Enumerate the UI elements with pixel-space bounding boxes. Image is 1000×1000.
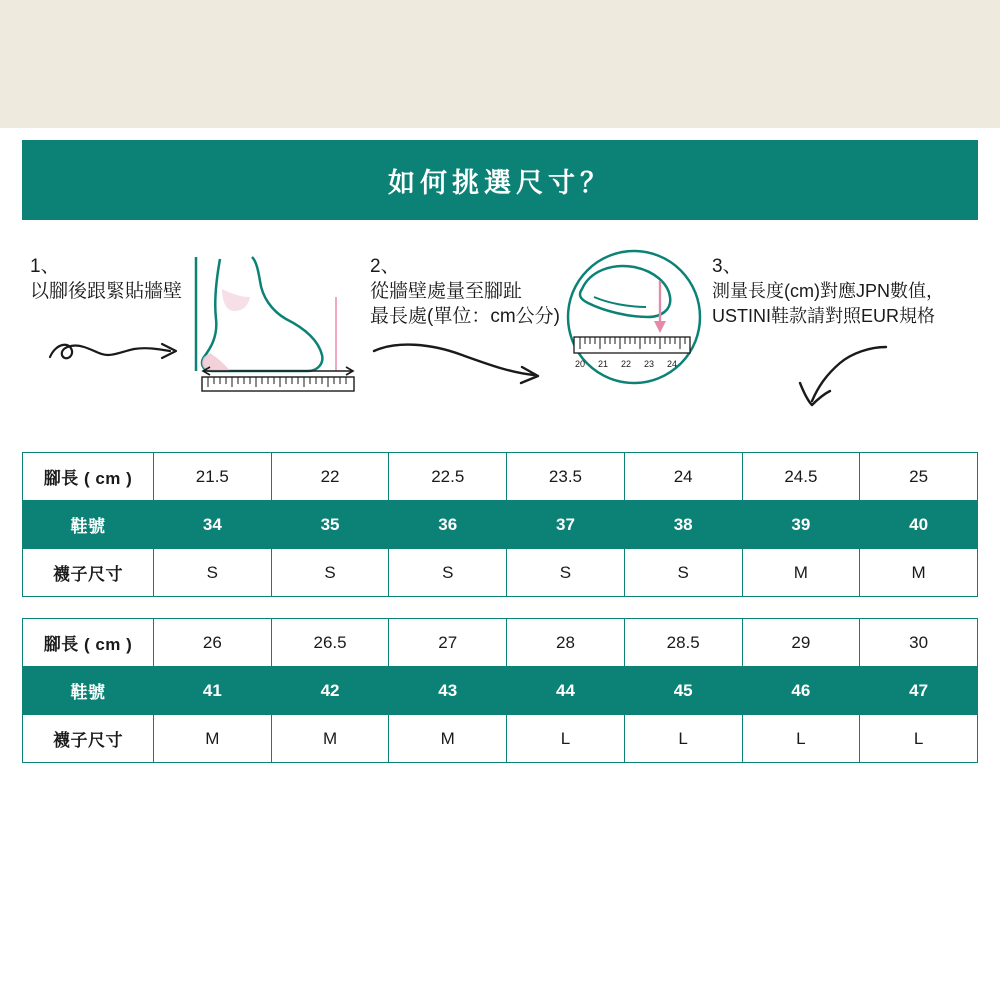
cell-shoe-size: 42 [271,667,389,715]
cell-sock-size: M [154,715,272,763]
cell-shoe-size: 35 [271,501,389,549]
cell-foot-length: 26 [154,619,272,667]
cell-foot-length: 23.5 [507,453,625,501]
cell-sock-size: L [742,715,860,763]
row-header-shoe-size: 鞋號 [23,667,154,715]
cell-foot-length: 28.5 [624,619,742,667]
table-row [23,619,978,667]
size-table-2 [22,618,978,763]
cell-sock-size: M [860,549,978,597]
cell-shoe-size: 40 [860,501,978,549]
step-3-number: 3、 [712,256,742,277]
ruler-tick-21: 21 [597,359,609,369]
cell-shoe-size: 45 [624,667,742,715]
step-2-text-line1: 從牆壁處量至腳趾 [370,281,523,302]
row-header-shoe-size: 鞋號 [23,501,154,549]
step-2 [370,255,570,329]
table-row [23,453,978,501]
squiggle-arrow-icon [42,327,192,377]
cell-foot-length: 21.5 [154,453,272,501]
cell-shoe-size: 43 [389,667,507,715]
cell-shoe-size: 44 [507,667,625,715]
cell-shoe-size: 38 [624,501,742,549]
cell-shoe-size: 36 [389,501,507,549]
cell-sock-size: M [271,715,389,763]
foot-top-measure-icon [564,245,704,395]
page-title: 如何挑選尺寸？ [388,167,612,198]
row-header-foot-length: 腳長 ( cm ) [23,619,154,667]
cell-shoe-size: 47 [860,667,978,715]
step-1 [30,255,210,304]
step-3 [712,255,982,329]
ruler-tick-24: 24 [666,359,678,369]
step-3-text-line1: 測量長度(cm)對應JPN數值， [712,281,944,301]
curved-arrow-icon [782,343,902,423]
row-header-sock-size: 襪子尺寸 [23,549,154,597]
ruler-tick-20: 20 [574,359,586,369]
cell-sock-size: S [271,549,389,597]
steps-section [22,255,978,425]
title-bar [22,140,978,220]
cell-foot-length: 24 [624,453,742,501]
cell-sock-size: L [860,715,978,763]
foot-side-view-icon [190,253,365,403]
step-1-number: 1、 [30,256,60,277]
ruler-tick-23: 23 [643,359,655,369]
cell-sock-size: L [624,715,742,763]
cell-foot-length: 24.5 [742,453,860,501]
table-row [23,549,978,597]
cell-sock-size: L [507,715,625,763]
step-2-number: 2、 [370,256,400,277]
cell-shoe-size: 41 [154,667,272,715]
cell-foot-length: 22 [271,453,389,501]
ruler-tick-22: 22 [620,359,632,369]
cell-sock-size: S [154,549,272,597]
cell-shoe-size: 46 [742,667,860,715]
cell-foot-length: 22.5 [389,453,507,501]
cell-sock-size: S [624,549,742,597]
cell-foot-length: 29 [742,619,860,667]
step-2-text-line2: 最長處(單位：cm公分) [370,306,560,327]
size-table-1 [22,452,978,597]
table-row [23,501,978,549]
cell-sock-size: M [389,715,507,763]
table-row [23,667,978,715]
cell-foot-length: 26.5 [271,619,389,667]
cell-shoe-size: 34 [154,501,272,549]
step-1-text: 以腳後跟緊貼牆壁 [30,281,183,302]
cell-shoe-size: 39 [742,501,860,549]
cell-foot-length: 27 [389,619,507,667]
cell-sock-size: S [507,549,625,597]
cell-shoe-size: 37 [507,501,625,549]
row-header-foot-length: 腳長 ( cm ) [23,453,154,501]
table-row [23,715,978,763]
cell-foot-length: 28 [507,619,625,667]
cell-foot-length: 30 [860,619,978,667]
cell-foot-length: 25 [860,453,978,501]
row-header-sock-size: 襪子尺寸 [23,715,154,763]
top-beige-band [0,0,1000,128]
cell-sock-size: S [389,549,507,597]
cell-sock-size: M [742,549,860,597]
step-3-text-line2: USTINI鞋款請對照EUR規格 [712,306,936,326]
long-arrow-icon [370,335,560,395]
